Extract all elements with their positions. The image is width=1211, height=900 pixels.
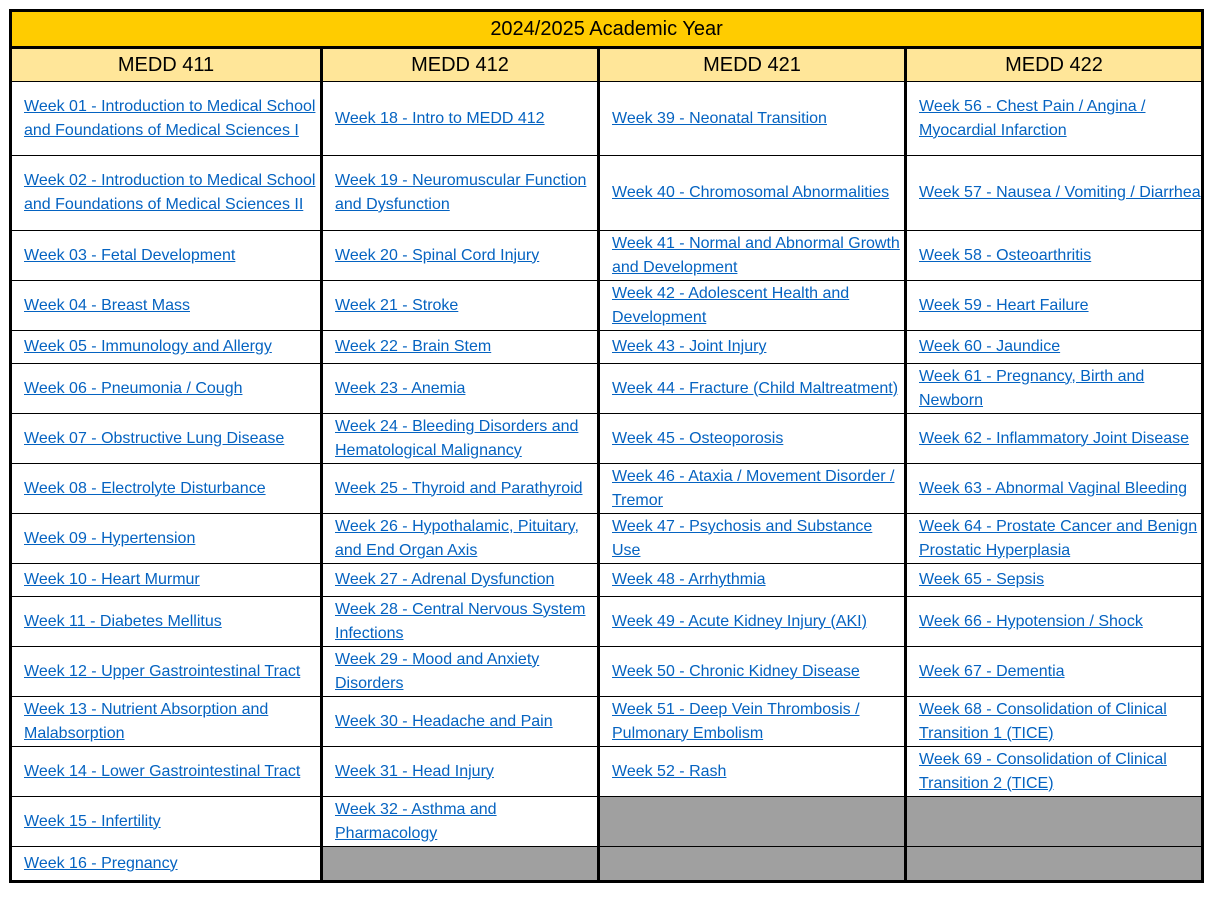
week-cell [906,331,1203,364]
table-row [11,847,1203,882]
week-link[interactable]: Week 26 - Hypothalamic, Pituitary, and End Organ Axis [335,517,579,559]
week-link[interactable]: Week 58 - Osteoarthritis [919,246,1092,264]
week-cell [322,647,599,697]
week-rows [11,82,1203,882]
week-link[interactable]: Week 48 - Arrhythmia [612,571,766,588]
week-link[interactable]: Week 51 - Deep Vein Thrombosis / Pulmonary Embolism [612,700,860,742]
week-cell [599,82,906,156]
week-cell [599,331,906,364]
week-cell [599,364,906,414]
week-cell [322,331,599,364]
week-cell [906,82,1203,156]
course-header-medd-412: MEDD 412 [322,48,599,82]
week-cell [322,697,599,747]
week-link[interactable]: Week 22 - Brain Stem [335,338,492,355]
week-link[interactable]: Week 04 - Breast Mass [24,296,190,314]
week-cell [906,597,1203,647]
week-cell [906,281,1203,331]
week-cell [322,797,599,847]
week-cell [599,597,906,647]
week-cell [599,414,906,464]
table-row [11,597,1203,647]
table-row [11,414,1203,464]
week-link[interactable]: Week 10 - Heart Murmur [24,571,200,588]
week-link[interactable]: Week 30 - Headache and Pain [335,712,553,730]
course-header-medd-421: MEDD 421 [599,48,906,82]
table-row [11,331,1203,364]
table-row [11,697,1203,747]
week-cell [11,697,322,747]
week-cell [11,464,322,514]
week-link[interactable]: Week 13 - Nutrient Absorption and Malabsorption [24,700,269,742]
week-link[interactable]: Week 50 - Chronic Kidney Disease [612,662,860,680]
week-cell [906,697,1203,747]
week-cell [906,364,1203,414]
week-cell [11,156,322,231]
week-link[interactable]: Week 41 - Normal and Abnormal Growth and Development [612,234,900,276]
week-cell [322,231,599,281]
week-link[interactable]: Week 24 - Bleeding Disorders and Hematological Malignancy [335,417,579,459]
week-link[interactable]: Week 42 - Adolescent Health and Development [612,284,850,326]
week-link[interactable]: Week 66 - Hypotension / Shock [919,612,1143,630]
week-cell [322,156,599,231]
table-row [11,231,1203,281]
week-link[interactable]: Week 65 - Sepsis [919,571,1045,588]
table-row [11,156,1203,231]
week-link[interactable]: Week 52 - Rash [612,762,727,780]
week-cell [322,414,599,464]
week-cell [322,364,599,414]
empty-cell [599,797,906,847]
week-link[interactable]: Week 28 - Central Nervous System Infections [335,600,586,642]
week-cell [599,281,906,331]
table-row [11,514,1203,564]
week-cell [322,597,599,647]
week-cell [599,464,906,514]
week-cell [322,514,599,564]
week-cell [11,281,322,331]
week-cell [11,364,322,414]
week-link[interactable]: Week 56 - Chest Pain / Angina / Myocardial Infarction [919,97,1146,139]
week-cell [11,514,322,564]
academic-year-table [9,9,1204,883]
week-link[interactable]: Week 20 - Spinal Cord Injury [335,246,540,264]
week-link[interactable]: Week 05 - Immunology and Allergy [24,338,272,355]
week-link[interactable]: Week 02 - Introduction to Medical School and Foundations of Medical Sciences II [24,172,316,213]
week-link[interactable]: Week 11 - Diabetes Mellitus [24,612,222,630]
week-cell [11,564,322,597]
week-link[interactable]: Week 40 - Chromosomal Abnormalities [612,184,890,201]
week-link[interactable]: Week 46 - Ataxia / Movement Disorder / Tremor [612,467,895,509]
table-row [11,364,1203,414]
empty-cell [322,847,599,882]
week-link[interactable]: Week 14 - Lower Gastrointestinal Tract [24,762,301,780]
week-cell [599,747,906,797]
week-link[interactable]: Week 49 - Acute Kidney Injury (AKI) [612,612,867,630]
week-cell [11,331,322,364]
week-link[interactable]: Week 61 - Pregnancy, Birth and Newborn [919,367,1145,409]
week-cell [599,647,906,697]
table-row [11,564,1203,597]
week-link[interactable]: Week 39 - Neonatal Transition [612,109,827,127]
course-header-medd-422: MEDD 422 [906,48,1203,82]
week-cell [906,564,1203,597]
week-cell [11,82,322,156]
week-cell [322,564,599,597]
week-link[interactable]: Week 08 - Electrolyte Disturbance [24,479,266,497]
week-link[interactable]: Week 31 - Head Injury [335,762,494,780]
empty-cell [906,847,1203,882]
week-link[interactable]: Week 23 - Anemia [335,379,466,397]
table-row [11,647,1203,697]
week-cell [906,514,1203,564]
week-link[interactable]: Week 44 - Fracture (Child Maltreatment) [612,379,899,397]
course-header-medd-411: MEDD 411 [11,48,322,82]
week-cell [906,647,1203,697]
week-cell [322,82,599,156]
week-cell [906,464,1203,514]
week-link[interactable]: Week 29 - Mood and Anxiety Disorders [335,650,540,692]
table-row [11,747,1203,797]
week-link[interactable]: Week 45 - Osteoporosis [612,429,784,447]
week-link[interactable]: Week 64 - Prostate Cancer and Benign Prostatic Hyperplasia [919,517,1198,559]
week-link[interactable]: Week 63 - Abnormal Vaginal Bleeding [919,479,1188,497]
week-cell [11,231,322,281]
week-link[interactable]: Week 59 - Heart Failure [919,296,1089,314]
week-cell [906,414,1203,464]
empty-cell [906,797,1203,847]
week-cell [11,747,322,797]
week-cell [11,597,322,647]
week-cell [906,231,1203,281]
week-link[interactable]: Week 32 - Asthma and Pharmacology [335,800,497,842]
week-cell [11,414,322,464]
week-link[interactable]: Week 27 - Adrenal Dysfunction [335,571,555,588]
week-link[interactable]: Week 12 - Upper Gastrointestinal Tract [24,662,301,680]
week-link[interactable]: Week 25 - Thyroid and Parathyroid [335,479,583,497]
week-cell [599,156,906,231]
week-link[interactable]: Week 68 - Consolidation of Clinical Transition 1 (TICE) [919,700,1167,742]
table-row [11,797,1203,847]
week-link[interactable]: Week 21 - Stroke [335,296,459,314]
week-link[interactable]: Week 09 - Hypertension [24,529,196,547]
table-row [11,281,1203,331]
week-cell [322,281,599,331]
week-link[interactable]: Week 67 - Dementia [919,662,1065,680]
week-link[interactable]: Week 69 - Consolidation of Clinical Transition 2 (TICE) [919,750,1167,792]
week-link[interactable]: Week 19 - Neuromuscular Function and Dysfunction [335,172,587,213]
week-cell [322,464,599,514]
week-link[interactable]: Week 07 - Obstructive Lung Disease [24,429,285,447]
week-link[interactable]: Week 57 - Nausea / Vomiting / Diarrhea [919,184,1201,201]
week-cell [906,156,1203,231]
week-link[interactable]: Week 16 - Pregnancy [24,854,178,872]
week-cell [599,564,906,597]
table-row [11,464,1203,514]
week-link[interactable]: Week 03 - Fetal Development [24,246,236,264]
week-link[interactable]: Week 18 - Intro to MEDD 412 [335,109,545,127]
week-cell [11,847,322,882]
week-cell [906,747,1203,797]
week-link[interactable]: Week 47 - Psychosis and Substance Use [612,517,873,559]
week-link[interactable]: Week 62 - Inflammatory Joint Disease [919,429,1190,447]
week-link[interactable]: Week 15 - Infertility [24,812,161,830]
week-link[interactable]: Week 60 - Jaundice [919,338,1061,355]
table-row [11,82,1203,156]
week-cell [599,231,906,281]
week-link[interactable]: Week 43 - Joint Injury [612,338,767,355]
empty-cell [599,847,906,882]
table-title: 2024/2025 Academic Year [11,11,1203,48]
week-cell [599,697,906,747]
week-link[interactable]: Week 01 - Introduction to Medical School and Foundations of Medical Sciences I [24,97,316,139]
week-cell [322,747,599,797]
week-cell [11,647,322,697]
week-link[interactable]: Week 06 - Pneumonia / Cough [24,379,243,397]
week-cell [11,797,322,847]
week-cell [599,514,906,564]
